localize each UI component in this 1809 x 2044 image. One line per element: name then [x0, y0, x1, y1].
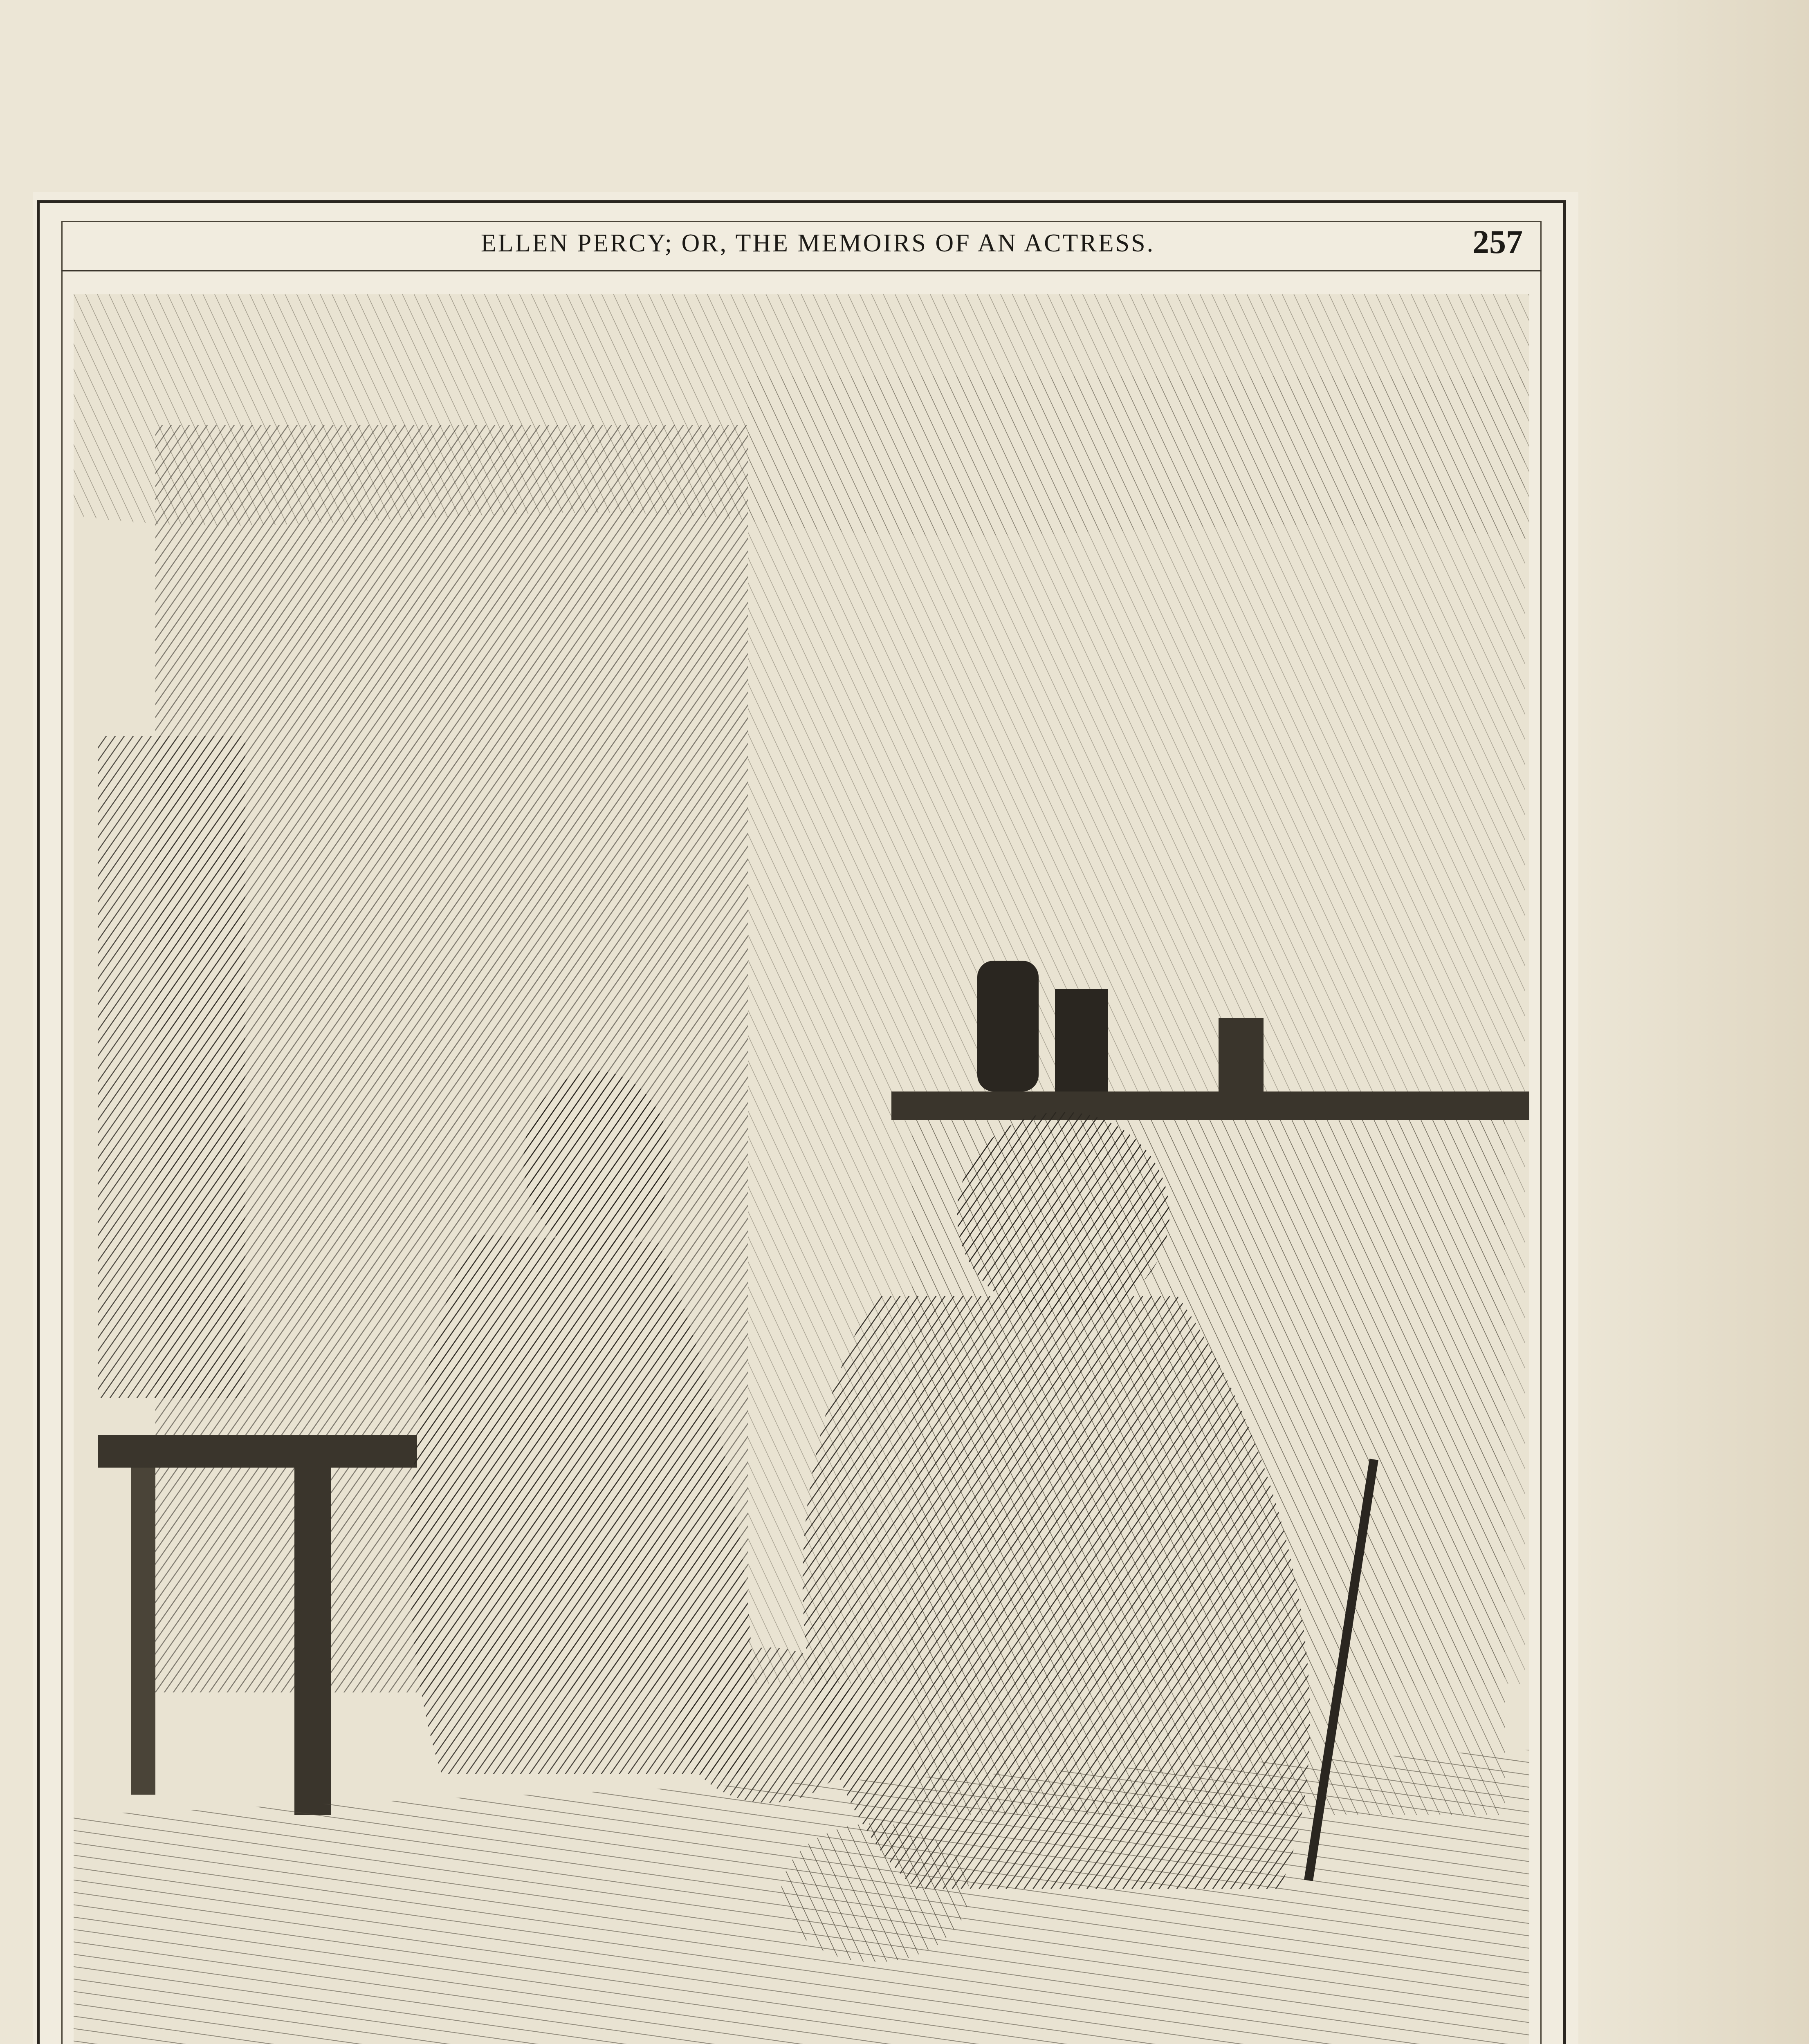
running-title: ELLEN PERCY; OR, THE MEMOIRS OF AN ACTRESS. — [480, 229, 1155, 257]
paper-edge-shade — [1580, 0, 1809, 2044]
table-leg-back — [131, 1468, 155, 1795]
engraving-illustration — [74, 294, 1529, 2044]
girl-head — [523, 1071, 671, 1251]
bottle — [977, 961, 1039, 1091]
basket — [679, 1647, 859, 1803]
page-number: 257 — [1472, 223, 1523, 260]
mug — [1219, 1018, 1264, 1091]
mantel-shelf — [891, 1091, 1529, 1120]
curtain — [98, 736, 245, 1398]
header-rule — [61, 270, 1542, 271]
table-top — [98, 1435, 417, 1468]
old-woman-hood — [957, 1112, 1169, 1316]
table-leg — [294, 1468, 331, 1815]
jar — [1055, 989, 1108, 1091]
